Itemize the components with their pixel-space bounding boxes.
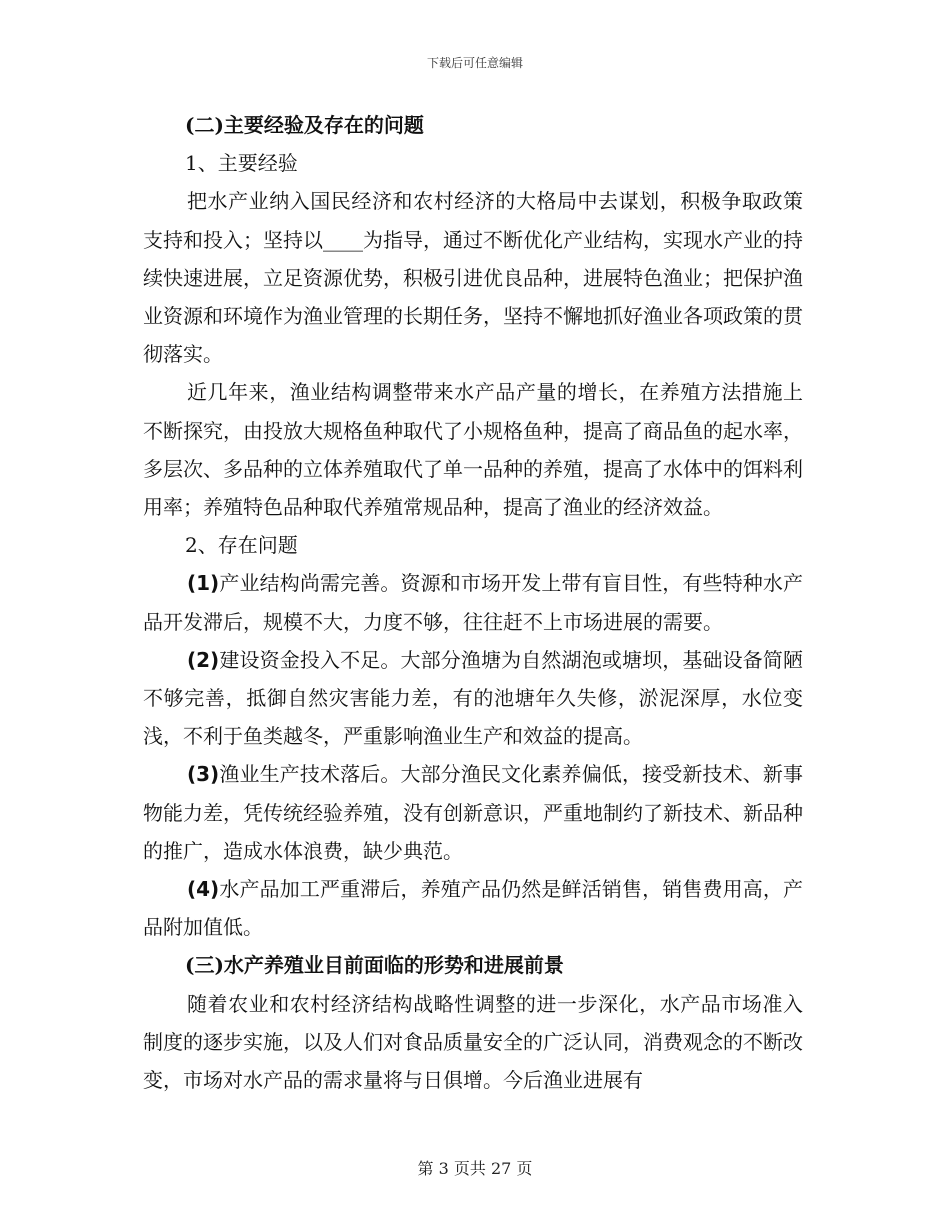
problem-number: (2) xyxy=(187,647,220,672)
problem-number: (3) xyxy=(187,762,220,787)
section-heading-2: (二)主要经验及存在的问题 xyxy=(185,113,424,137)
problem-item-1 xyxy=(143,564,803,640)
problem-text: 产业结构尚需完善。资源和市场开发上带有盲目性，有些特种水产品开发滞后，规模不大，力度不够，往往赶不上市场进展的需要。 xyxy=(143,571,803,634)
problem-item-3 xyxy=(143,755,803,870)
problem-text: 渔业生产技术落后。大部分渔民文化素养偏低，接受新技术、新事物能力差，凭传统经验养殖，没有创新意识，严重地制约了新技术、新品种的推广，造成水体浪费，缺少典范。 xyxy=(143,762,803,863)
section-heading-3: (三)水产养殖业目前面临的形势和进展前景 xyxy=(185,953,564,978)
paragraph-outlook: 随着农业和农村经济结构战略性调整的进一步深化，水产品市场准入制度的逐步实施，以及人们对食品质量安全的广泛认同，消费观念的不断改变，市场对水产品的需求量将与日俱增。今后渔业进展有 xyxy=(143,991,803,1093)
paragraph-experience-1: 把水产业纳入国民经济和农村经济的大格局中去谋划，积极争取政策支持和投入；坚持以____为指导，通过不断优化产业结构，实现水产业的持续快速进展，立足资源优势，积极引进优良品种，进展特色渔业；把保护渔业资源和环境作为渔业管理的长期任务，坚持不懈地抓好渔业各项政策的贯彻落实。 xyxy=(143,189,803,367)
document-body xyxy=(143,106,803,1099)
page-footer: 第 3 页共 27 页 xyxy=(417,1159,533,1178)
problem-text: 水产品加工严重滞后，养殖产品仍然是鲜活销售，销售费用高，产品附加值低。 xyxy=(143,877,803,940)
problem-number: (1) xyxy=(187,571,220,596)
problem-number: (4) xyxy=(187,877,220,902)
subsection-heading-experience: 1、主要经验 xyxy=(185,151,298,176)
problem-item-4 xyxy=(143,870,803,946)
page-header: 下载后可任意编辑 xyxy=(426,56,523,70)
problem-item-2 xyxy=(143,641,803,756)
subsection-heading-problems: 2、存在问题 xyxy=(185,533,298,558)
problem-text: 建设资金投入不足。大部分渔塘为自然湖泡或塘坝，基础设备简陋不够完善，抵御自然灾害能力差，有的池塘年久失修，淤泥深厚，水位变浅，不利于鱼类越冬，严重影响渔业生产和效益的提高。 xyxy=(143,647,803,749)
paragraph-experience-2: 近几年来，渔业结构调整带来水产品产量的增长，在养殖方法措施上不断探究，由投放大规格鱼种取代了小规格鱼种，提高了商品鱼的起水率，多层次、多品种的立体养殖取代了单一品种的养殖，提高了水体中的饵料利用率；养殖特色品种取代养殖常规品种，提高了渔业的经济效益。 xyxy=(143,380,803,520)
